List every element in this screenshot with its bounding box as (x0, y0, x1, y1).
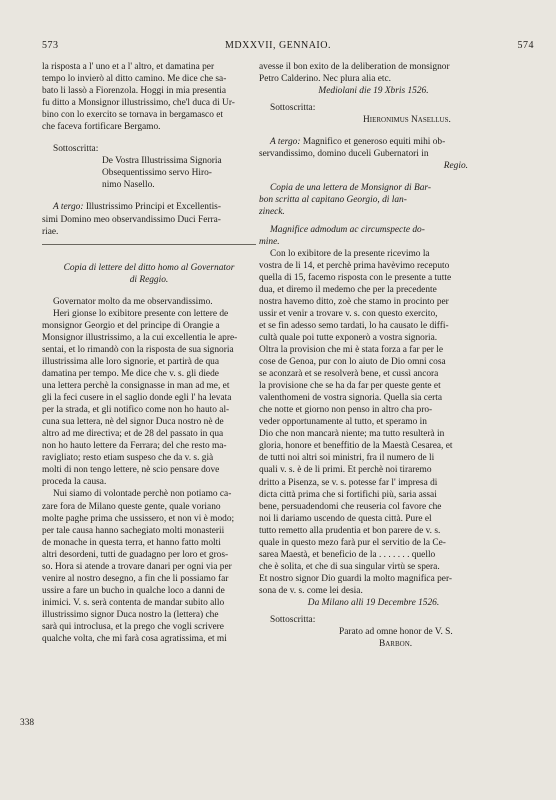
tergo-label: A tergo: (53, 202, 84, 213)
left-column (42, 61, 256, 645)
tergo-address (259, 136, 488, 148)
tergo-label: A tergo: (270, 137, 301, 148)
text-line: dua, et diremo il medemo che per la precedente (259, 284, 437, 295)
text-line: veder opportunamente al tutto, et speramo in (259, 417, 427, 428)
text-line: nostra havemo ditto, zoè che stamo in procinto per (259, 296, 449, 307)
text-line: molti di non tengo lettere, nè scio pensare dove (42, 465, 220, 476)
date-line: Da Milano alli 19 Decembre 1526. (307, 597, 440, 608)
tergo-line: riae. (42, 226, 59, 237)
tergo-line: servandissimo, domino duceli Gubernatori in (259, 149, 429, 160)
text-line: de tutti noi altri soi ministri, fra il numero de li (259, 453, 435, 464)
text-line: monsignor Georgio et del principe di Orangie a (42, 320, 220, 331)
text-line: per la strada, et gli notifico come non ho hauto al- (42, 405, 230, 416)
subscription-label: Sottoscritta: (270, 615, 316, 626)
text-line: per tale causa hanno sachegiato molti monasterii (42, 525, 225, 536)
text-line: Monsignor illustrissimo, a la cui excellentia le apre- (42, 332, 238, 343)
text-line: una lettera perchè la consignasse in man ad me, et (42, 381, 230, 392)
text-line: qualche volta, che mi farà cosa agratissima, et mi (42, 634, 227, 645)
text-line: quale in questo mezo farà pur el servitio de la Ce- (259, 537, 446, 548)
text-line: Heri gionse lo exibitore presente con lettere de (53, 308, 229, 319)
letter-closing (259, 61, 488, 85)
text-line: bon scritta al capitano Georgio, di lan- (259, 195, 407, 206)
text-line: cultà quale poi tutte exponerò a vostra signoria. (259, 332, 438, 343)
text-line: damatina per tempo. Me dice che v. s. gli diede (42, 368, 219, 379)
signature-block (42, 155, 256, 191)
text-line: noi li dariamo uscendo de questa città. Pure el (259, 513, 432, 524)
text-line: Obsequentissimo servo Hiro- (102, 168, 212, 179)
text-line: bene, persuadendomi che reuseria col favore che (259, 501, 442, 512)
text-line: cose de Genoa, pur con lo aiuto de Dio omni cosa (259, 357, 446, 368)
text-line: sarà qui introclusa, et la prego che vogli scrivere (42, 621, 224, 632)
text-line: cuna sua lettera, nè del signor Duca nostro nè de (42, 417, 224, 428)
text-line: Copia di lettere del ditto homo al Governator (63, 262, 235, 273)
text-line: proceda la causa. (42, 477, 107, 488)
text-line: Copia de una lettera de Monsignor di Bar- (270, 183, 431, 194)
text-line: la risposta a l' uno et a l' altro, et damatina per (42, 62, 215, 72)
signature: Hieronimus Nasellus. (363, 115, 451, 126)
text-line: tutto remetto alla prudentia et bon parere de v. s. (259, 525, 441, 536)
text-line: quali v. s. è de li primi. Et perchè noi tiraremo (259, 465, 432, 476)
text-line: ussire a fare un bucho in qualche loco a danni de (42, 585, 225, 596)
text-line: bino con lo exercito se tornava in bergamasco et (42, 110, 224, 121)
text-line: inimici. V. s. serà contenta de mandar subito allo (42, 597, 225, 608)
text-line: quella di 15, facemo risposta con le presente a tutte (259, 272, 452, 283)
text-line: de monache in questa terra, et hanno fatto molti (42, 537, 221, 548)
salutation (259, 224, 488, 248)
text-line: la provisione che se ha da far per queste gente et (259, 381, 441, 392)
text-line: venire al nostro desegno, a fin che li possiamo far (42, 573, 229, 584)
text-line: ravigliato; resto etiam suspeso che da v. s. già (42, 453, 214, 464)
running-header: MDXXVII, GENNAIO. (225, 40, 331, 51)
text-line: che è solita, et che di sua singular virtù se spera. (259, 561, 440, 572)
text-line: dicta città prima che si fortifichi più, saria assai (259, 489, 437, 500)
text-line: gli la feci cusere in el saglio donde egli l' ha levata (42, 393, 232, 404)
letter-text (42, 61, 256, 133)
tergo-line: Illustrissimo Principi et Excellentis- (85, 202, 221, 213)
text-line: di Reggio. (129, 274, 169, 285)
tergo-line: simi Domino meo observandissimo Duci Ferra- (42, 214, 221, 225)
text-line: zineck. (259, 207, 285, 218)
text-line: Nui siamo di volontade perchè non potiamo ca- (53, 489, 232, 500)
letter-heading (42, 262, 256, 286)
text-line: vostra de li 14, et perchè prima havèvimo receputo (259, 260, 450, 271)
text-line: ussir et venir a trovare v. s. con questo exercito, (259, 308, 438, 319)
text-line: so. Hora si atende a trovare danari per ogni via per (42, 561, 232, 572)
text-line: Petro Calderino. Nec plura alia etc. (259, 74, 391, 85)
text-line: sentai, et lo rimandò con la risposta de sua signoria (42, 344, 234, 355)
text-line: Dio che non mancarà niente; ma tutto resulterà in (259, 429, 445, 440)
text-line: altri desordeni, tutti de guadagno per loro et gros- (42, 549, 229, 560)
text-line: sarea Maestà, et beneficio de la . . . . . . . quello (259, 549, 436, 560)
text-line: molte paghe prima che ussissero, et non vi è modo; (42, 513, 235, 524)
text-line: avesse il bon exito de la deliberation de monsignor (259, 62, 450, 72)
text-line: Oltra la provision che mi è stata forza a far per le (259, 344, 444, 355)
tergo-address (42, 201, 256, 213)
text-line: che faceva fortificare Bergamo. (42, 122, 161, 133)
text-line: se aconzarà et se resolverà bene, et cussì ancora (259, 369, 439, 380)
letter-body (42, 308, 256, 645)
page-number-left: 573 (42, 40, 59, 51)
letter-body (259, 248, 488, 597)
text-line: nimo Nasello. (102, 180, 155, 191)
text-line: Magnifice admodum ac circumspecte do- (270, 224, 425, 235)
text-line: illustrissima alle loro signorie, et partirà de qua (42, 356, 220, 367)
salutation: Governator molto da me observandissimo. (53, 296, 213, 307)
tergo-line: Regio. (443, 161, 468, 172)
text-line: bato li lassò a Fiorenzola. Hoggi in mia presentia (42, 86, 227, 97)
text-line: tempo lo invierò al ditto camino. Me dice che sa- (42, 74, 227, 85)
text-line: fu ditto a Monsignor illustrissimo, che'l duca di Ur- (42, 98, 235, 109)
text-line: valenthomeni de vostra signoria. Quella sia certa (259, 393, 443, 404)
text-line: Con lo exibitore de la presente ricevimo la (270, 248, 430, 259)
section-divider (42, 244, 256, 245)
text-line: et se fin adesso semo tardati, lo ha causato le diffi- (259, 320, 449, 331)
signature: Parato ad omne honor de V. S. (339, 627, 453, 638)
text-line: zare fora de Milano queste gente, quale voriano (42, 501, 221, 512)
text-line: gloria, honore et beneffitio de la Maestà Cesarea, et (259, 441, 453, 452)
subscription-label: Sottoscritta: (53, 144, 99, 155)
text-line: altro ad me directiva; et de 28 del passato in qua (42, 429, 224, 440)
text-line: non ho hauto lettere da Ferrara; del che resto ma- (42, 441, 227, 452)
subscription-label: Sottoscritta: (270, 103, 316, 114)
text-line: De Vostra Illustrissima Signoria (102, 156, 222, 167)
text-line: dritto a Pisenza, se v. s. potesse far l' impresa di (259, 477, 438, 488)
signature: Barbon. (379, 639, 413, 650)
text-line: che notte et giorno non penso in altro cha pro- (259, 405, 433, 416)
text-line: Et nostro signor Dio guardi la molto magnifica per- (259, 573, 452, 584)
text-line: mine. (259, 236, 280, 247)
letter-heading (259, 182, 488, 218)
tergo-line: Magnifico et generoso equiti mihi ob- (302, 137, 446, 148)
text-line: illustrissimo signor Duca nostro la (lettera) che (42, 609, 219, 620)
margin-number: 338 (20, 718, 35, 728)
right-column (259, 61, 488, 650)
text-line: sona de v. s. come lei desia. (259, 585, 363, 596)
date-line: Mediolani die 19 Xbris 1526. (318, 86, 429, 97)
page-number-right: 574 (517, 40, 534, 51)
